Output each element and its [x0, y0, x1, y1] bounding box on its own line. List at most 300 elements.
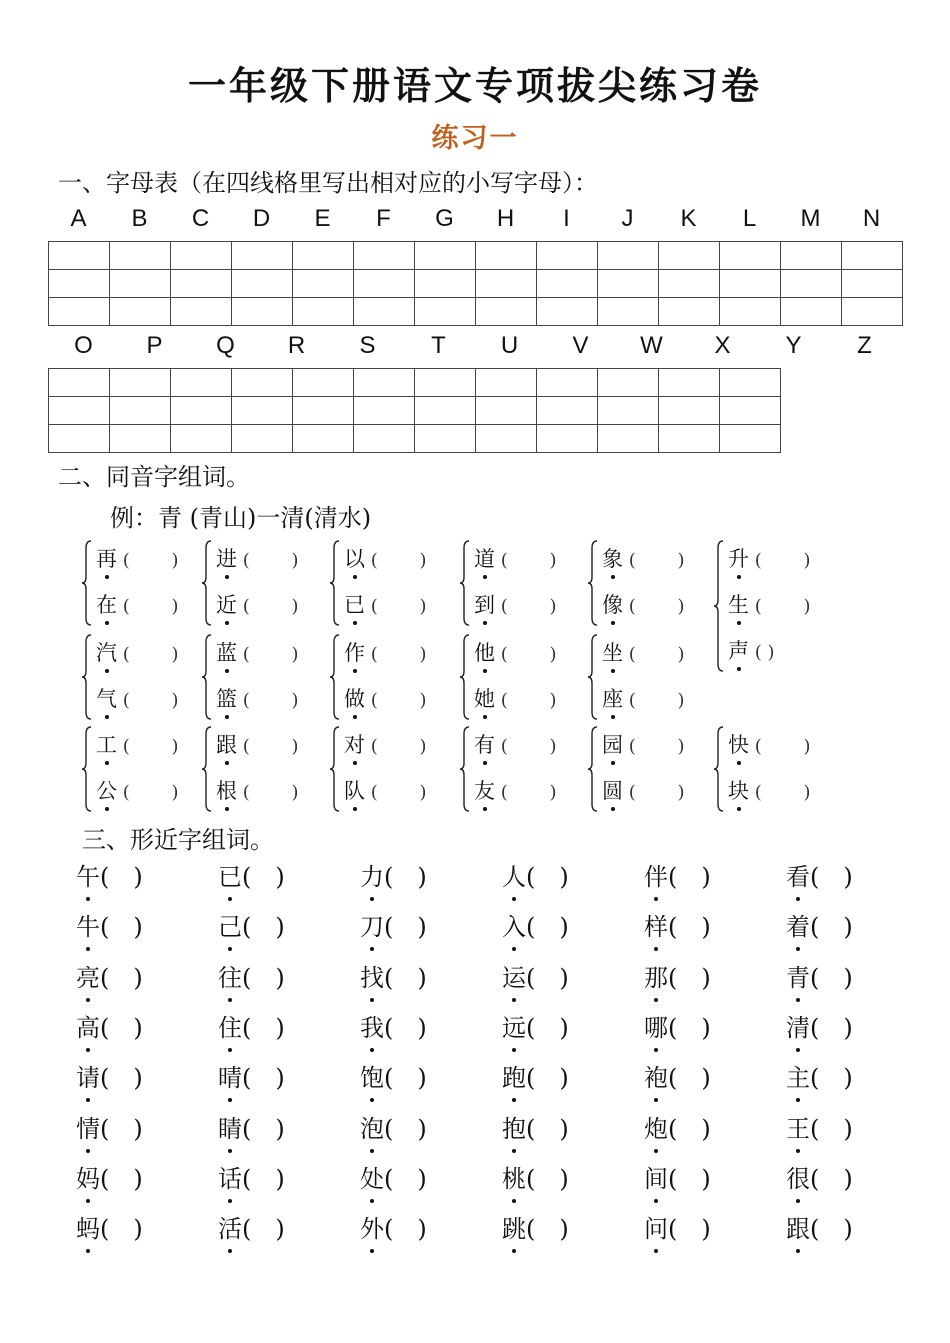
letter: K — [680, 205, 697, 232]
homophone-group — [202, 722, 322, 816]
homophone-item[interactable] — [728, 768, 811, 814]
homophone-group — [82, 630, 202, 724]
answer-blank[interactable]: ( ) — [242, 913, 285, 942]
homophone-item[interactable] — [344, 630, 427, 676]
similar-char-item[interactable] — [360, 1204, 427, 1254]
homophone-item[interactable] — [344, 768, 427, 814]
homophone-group — [202, 536, 322, 630]
similar-char: 睛 — [218, 1104, 242, 1154]
similar-char-item[interactable] — [76, 1154, 143, 1204]
homophone-char: 汽 — [96, 630, 117, 676]
letter: W — [640, 332, 663, 359]
similar-char: 跑 — [502, 1053, 526, 1103]
homophone-char: 根 — [216, 768, 237, 814]
answer-blank[interactable]: ( ) — [384, 1215, 427, 1244]
answer-blank[interactable]: ( ) — [749, 782, 811, 803]
answer-blank[interactable]: ( ) — [623, 550, 685, 571]
similar-char: 泡 — [360, 1104, 384, 1154]
homophone-char: 进 — [216, 536, 237, 582]
answer-blank[interactable]: ( ) — [384, 1064, 427, 1093]
similar-char-item[interactable] — [218, 953, 285, 1003]
homophone-item[interactable] — [216, 768, 299, 814]
letter: Z — [857, 332, 872, 359]
similar-char: 高 — [76, 1003, 100, 1053]
answer-blank[interactable]: ( ) — [117, 690, 179, 711]
answer-blank[interactable]: ( ) — [668, 913, 711, 942]
brace-icon — [714, 726, 724, 812]
answer-blank[interactable]: ( ) — [100, 1064, 143, 1093]
similar-char-item[interactable] — [76, 953, 143, 1003]
letter: T — [431, 332, 446, 359]
homophone-item[interactable] — [602, 768, 685, 814]
similar-char-item[interactable] — [786, 1204, 853, 1254]
alphabet-row-1 — [48, 205, 902, 233]
similar-char: 己 — [218, 902, 242, 952]
similar-char: 炮 — [644, 1104, 668, 1154]
similar-char-item[interactable] — [360, 1053, 427, 1103]
answer-blank[interactable]: ( ) — [495, 782, 557, 803]
homophone-char: 友 — [474, 768, 495, 814]
answer-blank[interactable]: ( ) — [242, 863, 285, 891]
homophone-item[interactable] — [96, 630, 179, 676]
similar-char-item[interactable] — [786, 902, 853, 952]
similar-char: 住 — [218, 1003, 242, 1053]
homophone-item[interactable] — [728, 722, 811, 768]
page-title: 一年级下册语文专项拔尖练习卷 — [187, 64, 762, 108]
answer-blank[interactable]: ( ) — [526, 1013, 569, 1042]
homophone-char: 到 — [474, 582, 495, 628]
similar-char: 亮 — [76, 953, 100, 1003]
answer-blank[interactable]: ( ) — [242, 1114, 285, 1143]
homophone-char: 队 — [344, 768, 365, 814]
similar-char: 晴 — [218, 1053, 242, 1103]
similar-char-item[interactable] — [360, 953, 427, 1003]
brace-icon — [588, 540, 598, 626]
answer-blank[interactable]: ( ) — [237, 736, 299, 757]
brace-icon — [588, 634, 598, 720]
letter: O — [74, 332, 93, 359]
brace-icon — [202, 540, 212, 626]
homophone-char: 跟 — [216, 722, 237, 768]
answer-blank[interactable]: ( ) — [365, 690, 427, 711]
homophone-item[interactable] — [96, 722, 179, 768]
homophone-item[interactable] — [602, 630, 685, 676]
answer-blank[interactable]: ( ) — [365, 596, 427, 617]
answer-blank[interactable]: ( ) — [668, 1164, 711, 1193]
similar-char: 话 — [218, 1154, 242, 1204]
similar-char-item[interactable] — [360, 1104, 427, 1154]
similar-char-item[interactable] — [218, 1003, 285, 1053]
similar-char: 跳 — [502, 1204, 526, 1254]
similar-char-item[interactable] — [644, 1204, 711, 1254]
similar-char-item[interactable] — [786, 953, 853, 1003]
letter: H — [496, 205, 515, 232]
answer-blank[interactable]: ( ) — [100, 863, 143, 891]
similar-char-item[interactable] — [644, 953, 711, 1003]
homophone-char: 公 — [96, 768, 117, 814]
similar-char-item[interactable] — [502, 902, 569, 952]
answer-blank[interactable]: ( ) — [526, 1215, 569, 1244]
homophone-char: 在 — [96, 582, 117, 628]
answer-blank[interactable]: ( ) — [100, 1164, 143, 1193]
similar-char: 桃 — [502, 1154, 526, 1204]
answer-blank[interactable]: ( ) — [623, 736, 685, 757]
letter: M — [800, 205, 821, 232]
homophone-item[interactable] — [474, 768, 557, 814]
homophone-char: 升 — [728, 536, 749, 582]
answer-blank[interactable]: ( ) — [365, 736, 427, 757]
similar-char: 那 — [644, 953, 668, 1003]
answer-blank[interactable]: ( ) — [100, 1013, 143, 1042]
answer-blank[interactable]: ( ) — [526, 1064, 569, 1093]
similar-char: 哪 — [644, 1003, 668, 1053]
answer-blank[interactable]: ( ) — [668, 863, 711, 891]
similar-char-item[interactable] — [644, 1003, 711, 1053]
answer-blank[interactable]: ( ) — [117, 644, 179, 665]
homophone-item[interactable] — [216, 630, 299, 676]
similar-char-item[interactable] — [502, 1104, 569, 1154]
letter: P — [146, 332, 163, 359]
answer-blank[interactable]: ( ) — [526, 1114, 569, 1143]
answer-blank[interactable]: ( ) — [749, 596, 811, 617]
similar-char: 间 — [644, 1154, 668, 1204]
answer-blank[interactable]: ( ) — [495, 736, 557, 757]
similar-char: 跟 — [786, 1204, 810, 1254]
homophone-char: 以 — [344, 536, 365, 582]
homophone-group — [330, 722, 450, 816]
homophone-item[interactable] — [344, 676, 427, 722]
answer-blank[interactable]: ( ) — [810, 1215, 853, 1244]
answer-blank[interactable]: ( ) — [237, 596, 299, 617]
similar-char-item[interactable] — [502, 852, 569, 902]
answer-blank[interactable]: ( ) — [526, 863, 569, 891]
answer-blank[interactable]: ( ) — [749, 736, 811, 757]
letter: V — [572, 332, 589, 359]
homophone-char: 道 — [474, 536, 495, 582]
homophone-item[interactable] — [344, 722, 427, 768]
similar-char-item[interactable] — [360, 852, 427, 902]
similar-char: 情 — [76, 1104, 100, 1154]
homophone-item[interactable] — [344, 582, 427, 628]
answer-blank[interactable]: ( ) — [810, 1114, 853, 1143]
homophone-char: 气 — [96, 676, 117, 722]
similar-char-item[interactable] — [644, 902, 711, 952]
similar-char: 往 — [218, 953, 242, 1003]
answer-blank[interactable]: ( ) — [384, 1164, 427, 1193]
similar-char: 运 — [502, 953, 526, 1003]
answer-blank[interactable]: ( ) — [100, 963, 143, 992]
homophone-char: 他 — [474, 630, 495, 676]
letter: L — [742, 205, 757, 232]
homophone-group — [330, 536, 450, 630]
letter: D — [252, 205, 271, 232]
homophone-char: 快 — [728, 722, 749, 768]
answer-blank[interactable]: ( ) — [668, 1114, 711, 1143]
similar-char-item[interactable] — [218, 852, 285, 902]
answer-blank[interactable]: ( ) — [242, 963, 285, 992]
answer-blank[interactable]: ( ) — [526, 963, 569, 992]
brace-icon — [588, 726, 598, 812]
similar-char-item[interactable] — [76, 1053, 143, 1103]
similar-char-item[interactable] — [76, 1104, 143, 1154]
homophone-char: 篮 — [216, 676, 237, 722]
answer-blank[interactable]: ( ) — [526, 913, 569, 942]
similar-char-item[interactable] — [786, 1003, 853, 1053]
similar-char-item[interactable] — [76, 1204, 143, 1254]
similar-char: 妈 — [76, 1154, 100, 1204]
homophone-item[interactable] — [344, 536, 427, 582]
similar-char-item[interactable] — [786, 1104, 853, 1154]
similar-char-item[interactable] — [218, 1053, 285, 1103]
similar-char-item[interactable] — [786, 1053, 853, 1103]
homophone-char: 座 — [602, 676, 623, 722]
letter: F — [376, 205, 391, 232]
letter: G — [435, 205, 454, 232]
homophone-char: 再 — [96, 536, 117, 582]
similar-char-item[interactable] — [502, 1154, 569, 1204]
answer-blank[interactable]: ( ) — [100, 1114, 143, 1143]
answer-blank[interactable]: ( ) — [623, 690, 685, 711]
letter: Y — [785, 332, 802, 359]
letter: E — [314, 205, 331, 232]
answer-blank[interactable]: ( ) — [495, 690, 557, 711]
homophone-group — [588, 536, 708, 630]
answer-blank[interactable]: ( ) — [749, 642, 775, 663]
homophone-item[interactable] — [216, 676, 299, 722]
section2-example: 例：青 (青山)一清(清水) — [110, 504, 372, 532]
homophone-item[interactable] — [474, 630, 557, 676]
letter: A — [70, 205, 87, 232]
letter: B — [131, 205, 148, 232]
similar-char: 袍 — [644, 1053, 668, 1103]
similar-char-item[interactable] — [218, 902, 285, 952]
homophone-char: 生 — [728, 582, 749, 628]
section2-heading: 二、同音字组词。 — [58, 463, 250, 491]
similar-char-item[interactable] — [786, 852, 853, 902]
similar-char-item[interactable] — [76, 1003, 143, 1053]
answer-blank[interactable]: ( ) — [100, 913, 143, 942]
similar-char-item[interactable] — [502, 1003, 569, 1053]
homophone-group — [714, 536, 834, 676]
similar-char: 找 — [360, 953, 384, 1003]
answer-blank[interactable]: ( ) — [810, 1164, 853, 1193]
brace-icon — [82, 634, 92, 720]
answer-blank[interactable]: ( ) — [495, 550, 557, 571]
answer-blank[interactable]: ( ) — [384, 1013, 427, 1042]
homophone-item[interactable] — [96, 536, 179, 582]
homophone-char: 块 — [728, 768, 749, 814]
homophone-group — [588, 630, 708, 724]
similar-char-item[interactable] — [644, 1154, 711, 1204]
homophone-group — [588, 722, 708, 816]
homophone-item[interactable] — [474, 722, 557, 768]
similar-char: 清 — [786, 1003, 810, 1053]
brace-icon — [202, 726, 212, 812]
homophone-char: 像 — [602, 582, 623, 628]
similar-char: 着 — [786, 902, 810, 952]
similar-char: 看 — [786, 852, 810, 902]
similar-char: 伴 — [644, 852, 668, 902]
answer-blank[interactable]: ( ) — [495, 596, 557, 617]
similar-char-item[interactable] — [786, 1154, 853, 1204]
section1-heading: 一、字母表（在四线格里写出相对应的小写字母）： — [58, 169, 598, 197]
answer-blank[interactable]: ( ) — [384, 1114, 427, 1143]
answer-blank[interactable]: ( ) — [237, 782, 299, 803]
similar-char-item[interactable] — [360, 902, 427, 952]
homophone-item[interactable] — [216, 536, 299, 582]
answer-blank[interactable]: ( ) — [117, 596, 179, 617]
answer-blank[interactable]: ( ) — [623, 782, 685, 803]
answer-blank[interactable]: ( ) — [668, 1064, 711, 1093]
answer-blank[interactable]: ( ) — [237, 550, 299, 571]
answer-blank[interactable]: ( ) — [668, 1215, 711, 1244]
letter: N — [862, 205, 881, 232]
similar-char-item[interactable] — [76, 852, 143, 902]
brace-icon — [714, 540, 724, 672]
homophone-char: 圆 — [602, 768, 623, 814]
homophone-item[interactable] — [216, 722, 299, 768]
similar-char: 人 — [502, 852, 526, 902]
similar-char-item[interactable] — [218, 1154, 285, 1204]
answer-blank[interactable]: ( ) — [242, 1215, 285, 1244]
homophone-char: 象 — [602, 536, 623, 582]
answer-blank[interactable]: ( ) — [668, 1013, 711, 1042]
similar-char: 蚂 — [76, 1204, 100, 1254]
homophone-char: 园 — [602, 722, 623, 768]
answer-blank[interactable]: ( ) — [810, 1064, 853, 1093]
answer-blank[interactable]: ( ) — [237, 644, 299, 665]
four-line-grid-1[interactable] — [48, 241, 903, 326]
brace-icon — [460, 540, 470, 626]
brace-icon — [460, 634, 470, 720]
similar-char: 我 — [360, 1003, 384, 1053]
similar-char: 青 — [786, 953, 810, 1003]
similar-char: 已 — [218, 852, 242, 902]
similar-char-item[interactable] — [644, 852, 711, 902]
similar-char-item[interactable] — [218, 1104, 285, 1154]
letter: Q — [216, 332, 235, 359]
similar-char-item[interactable] — [218, 1204, 285, 1254]
similar-char: 请 — [76, 1053, 100, 1103]
answer-blank[interactable]: ( ) — [117, 782, 179, 803]
similar-char: 午 — [76, 852, 100, 902]
brace-icon — [330, 540, 340, 626]
homophone-item[interactable] — [474, 536, 557, 582]
homophone-group — [330, 630, 450, 724]
letter: X — [714, 332, 731, 359]
homophone-group — [202, 630, 322, 724]
homophone-char: 她 — [474, 676, 495, 722]
similar-char: 牛 — [76, 902, 100, 952]
answer-blank[interactable]: ( ) — [365, 550, 427, 571]
homophone-char: 工 — [96, 722, 117, 768]
letter: S — [359, 332, 376, 359]
homophone-item[interactable] — [216, 582, 299, 628]
letter: U — [500, 332, 519, 359]
homophone-item[interactable] — [602, 582, 685, 628]
answer-blank[interactable]: ( ) — [242, 1013, 285, 1042]
similar-char: 力 — [360, 852, 384, 902]
alphabet-row-2 — [48, 332, 900, 360]
homophone-char: 有 — [474, 722, 495, 768]
answer-blank[interactable]: ( ) — [365, 644, 427, 665]
similar-char-item[interactable] — [502, 953, 569, 1003]
brace-icon — [460, 726, 470, 812]
homophone-item[interactable] — [728, 628, 775, 674]
section3-heading: 三、形近字组词。 — [82, 826, 274, 854]
similar-char: 问 — [644, 1204, 668, 1254]
answer-blank[interactable]: ( ) — [242, 1064, 285, 1093]
letter: C — [191, 205, 210, 232]
similar-char-item[interactable] — [360, 1154, 427, 1204]
similar-char: 外 — [360, 1204, 384, 1254]
answer-blank[interactable]: ( ) — [810, 963, 853, 992]
answer-blank[interactable]: ( ) — [623, 596, 685, 617]
answer-blank[interactable]: ( ) — [100, 1215, 143, 1244]
homophone-item[interactable] — [728, 582, 811, 628]
similar-char-item[interactable] — [76, 902, 143, 952]
homophone-char: 作 — [344, 630, 365, 676]
answer-blank[interactable]: ( ) — [495, 644, 557, 665]
homophone-item[interactable] — [474, 676, 557, 722]
answer-blank[interactable]: ( ) — [623, 644, 685, 665]
similar-char: 活 — [218, 1204, 242, 1254]
answer-blank[interactable]: ( ) — [810, 863, 853, 891]
letter: R — [287, 332, 306, 359]
answer-blank[interactable]: ( ) — [384, 913, 427, 942]
homophone-item[interactable] — [728, 536, 811, 582]
homophone-group — [460, 630, 580, 724]
similar-char: 抱 — [502, 1104, 526, 1154]
answer-blank[interactable]: ( ) — [365, 782, 427, 803]
homophone-item[interactable] — [474, 582, 557, 628]
page-subtitle: 练习一 — [431, 123, 519, 154]
answer-blank[interactable]: ( ) — [810, 913, 853, 942]
homophone-group — [714, 722, 834, 816]
homophone-item[interactable] — [96, 582, 179, 628]
answer-blank[interactable]: ( ) — [526, 1164, 569, 1193]
answer-blank[interactable]: ( ) — [242, 1164, 285, 1193]
similar-char-item[interactable] — [360, 1003, 427, 1053]
similar-char-item[interactable] — [502, 1053, 569, 1103]
homophone-item[interactable] — [96, 768, 179, 814]
similar-char-item[interactable] — [644, 1053, 711, 1103]
answer-blank[interactable]: ( ) — [384, 963, 427, 992]
similar-char: 饱 — [360, 1053, 384, 1103]
answer-blank[interactable]: ( ) — [810, 1013, 853, 1042]
homophone-item[interactable] — [96, 676, 179, 722]
answer-blank[interactable]: ( ) — [384, 863, 427, 891]
similar-char-item[interactable] — [644, 1104, 711, 1154]
similar-char: 王 — [786, 1104, 810, 1154]
similar-char-item[interactable] — [502, 1204, 569, 1254]
answer-blank[interactable]: ( ) — [117, 550, 179, 571]
answer-blank[interactable]: ( ) — [237, 690, 299, 711]
homophone-char: 对 — [344, 722, 365, 768]
answer-blank[interactable]: ( ) — [117, 736, 179, 757]
answer-blank[interactable]: ( ) — [668, 963, 711, 992]
homophone-char: 做 — [344, 676, 365, 722]
homophone-group — [82, 722, 202, 816]
four-line-grid-2[interactable] — [48, 368, 781, 453]
brace-icon — [82, 726, 92, 812]
homophone-char: 坐 — [602, 630, 623, 676]
homophone-char: 已 — [344, 582, 365, 628]
homophone-item[interactable] — [602, 536, 685, 582]
homophone-item[interactable] — [602, 676, 685, 722]
homophone-item[interactable] — [602, 722, 685, 768]
answer-blank[interactable]: ( ) — [749, 550, 811, 571]
